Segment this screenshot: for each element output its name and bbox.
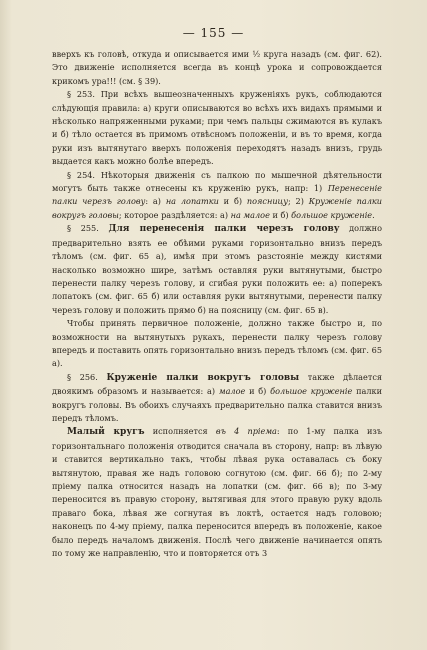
text-run: § 255. xyxy=(67,223,109,234)
text-run: и б) xyxy=(245,386,271,397)
text-run: § 254. Нѣкоторыя движенія съ палкою по мышечной дѣятельности могутъ быть также отнесены къ круженію рукъ, напр: 1) xyxy=(52,169,382,194)
italic-term: поясницу xyxy=(246,196,288,207)
italic-term: въ 4 пріема xyxy=(215,426,277,437)
text-run: палки вокругъ головы. Въ обоихъ случаяхъ предварительно палка ставится внизъ передъ тѣломъ. xyxy=(52,386,383,423)
bold-heading: Круженіе палки вокругъ головы xyxy=(106,372,300,383)
italic-term: малое xyxy=(218,386,246,397)
paragraph-255 xyxy=(52,222,382,317)
italic-term: Круженіе палки вокругъ головы xyxy=(52,196,382,220)
text-run: . xyxy=(372,209,375,220)
text-run: должно предварительно взять ее обѣими руками горизонтально внизъ передъ тѣломъ (см. фиг. 65 а), имѣя при этомъ разстояніе между кистями насколько возможно шире, затѣмъ оставляя руки вытянутыми, быстро перенести палку черезъ голову, и сгибая руки положить ее: а) поперекъ лопатокъ (см. фиг. 65 б) или оставляя руки вытянутыми, перенести палку черезъ голову и положить прямо б) на поясницу (см. фиг. 65 в). xyxy=(52,223,382,315)
text-run: § 253. При всѣхъ вышеозначенныхъ круженіяхъ рукъ, соблюдаются слѣдующія правила: а) круги описываются во всѣхъ ихъ видахъ прямыми и нѣсколько напряженными руками; при чемъ пальцы сжимаются въ кулакъ и б) тѣло остается въ примомъ отвѣсномъ положеніи, и въ то время, когда руки изъ вытянутаго вверхъ положенія переходятъ назадъ внизъ, грудь выдается какъ можно болѣе впередъ. xyxy=(52,89,382,167)
italic-term: Перенесеніе палки черезъ голову xyxy=(52,183,382,207)
bold-heading: Для перенесенія палки черезъ голову xyxy=(108,224,340,235)
text-run: ; которое раздѣляется: а) xyxy=(118,209,231,220)
paragraph-254 xyxy=(52,169,382,223)
bold-heading: Малый кругъ xyxy=(67,427,145,438)
text-run: вверхъ къ головѣ, откуда и описывается ими ½ круга назадъ (см. фиг. 62). Это движеніе исполняется всегда въ концѣ урока и сопровождается крикомъ ура!!! (см. § 39). xyxy=(52,49,382,86)
text-run: и б) xyxy=(269,209,292,220)
italic-term: большое круженіе xyxy=(270,386,353,397)
text-run: § 256. xyxy=(67,371,107,382)
text-run: ; 2) xyxy=(287,196,309,207)
text-run: исполняется xyxy=(144,426,216,437)
text-run: Чтобы принять первичное положеніе, должно также быстро и, по возможности на вытянутыхъ рукахъ, перенести палку черезъ голову впередъ и поставить опять горизонтально внизъ передъ тѣломъ (см. фиг. 65 а). xyxy=(52,318,382,369)
text-run: : по 1-му палка изъ горизонтальнаго положенія отводится сначала въ сторону, напр: въ лѣвую и ставится вертикально такъ, чтобы лѣвая рука оставалась съ боку вытянутою, правая же надъ головою согнутою (см. фиг. 66 б); по 2-му пріему палка относится назадъ на лопатки (см. фиг. 66 в); по 3-му переносится въ правую сторону, вытягивая для этого правую руку вдоль праваго бока, лѣвая же согнутая въ локтѣ, остается надъ головою; наконецъ по 4-му пріему, палка переносится впередъ въ положеніе, какое было передъ началомъ движенія. Послѣ чего движеніе начинается опять по тому же направленію, что и повторяется отъ 3 xyxy=(52,426,382,559)
text-run: также дѣлается двоякимъ образомъ и называется: а) xyxy=(52,371,382,397)
paragraph-continued xyxy=(52,48,382,88)
page-number: — 155 — xyxy=(182,26,245,40)
paragraph-255-return xyxy=(52,317,382,371)
paragraph-256 xyxy=(52,371,382,426)
italic-term: большое круженіе xyxy=(291,209,373,220)
italic-term: на малое xyxy=(230,209,270,220)
paragraph-253 xyxy=(52,88,382,168)
text-run: и б) xyxy=(218,196,247,207)
paragraph-small-circle xyxy=(52,425,382,560)
italic-term: на лопатки xyxy=(165,196,219,207)
page-body xyxy=(52,48,382,560)
text-run: : а) xyxy=(145,196,166,207)
